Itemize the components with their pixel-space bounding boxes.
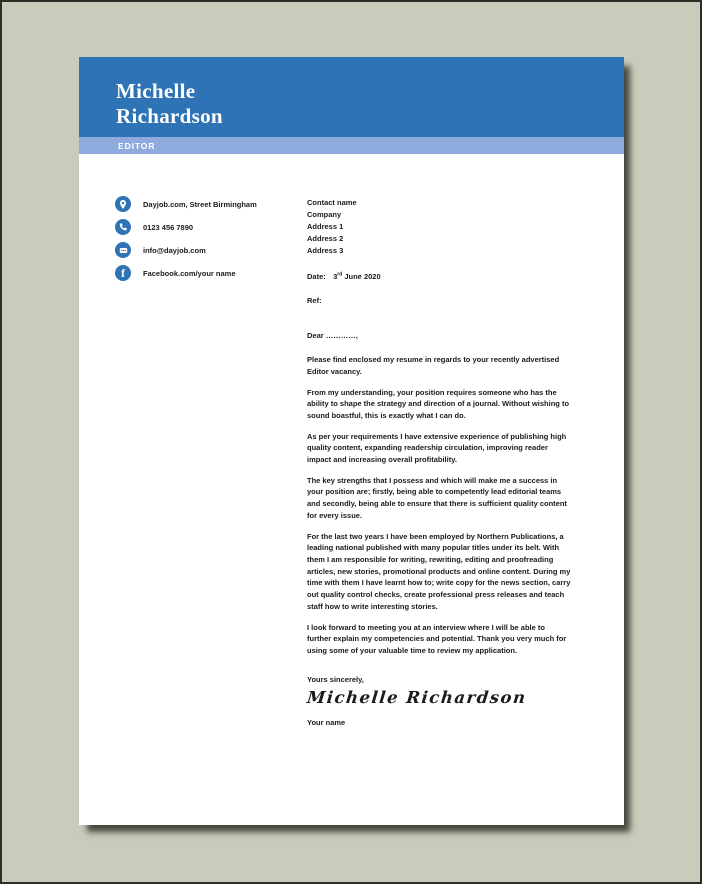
date-ordinal: rd xyxy=(337,271,343,278)
email-icon xyxy=(115,242,131,258)
paragraph-strengths: The key strengths that I possess and which will make me a success in your position are; firstly, being able to competently lead editorial teams and secondly, being able to ensure that there is sufficient quality content for every issue. xyxy=(307,475,567,520)
recipient-contact-name: Contact name xyxy=(307,198,357,207)
candidate-last-name: Richardson xyxy=(116,104,223,128)
contact-facebook-label: Facebook.com/your name xyxy=(143,268,236,278)
date-line xyxy=(307,270,571,283)
candidate-first-name: Michelle xyxy=(116,79,196,103)
salutation: Dear …………, xyxy=(307,331,358,341)
contact-phone-label: 0123 456 7890 xyxy=(143,222,194,232)
paragraph-experience: As per your requirements I have extensive experience of publishing high quality content, expanding readership circulation, improving reader impact and increasing overall profitability. xyxy=(307,431,567,465)
recipient-address-3: Address 3 xyxy=(307,245,344,255)
contact-address-label: Dayjob.com, Street Birmingham xyxy=(143,199,257,209)
cover-letter-page xyxy=(79,57,624,825)
signature-script: Michelle Richardson xyxy=(306,688,528,708)
contact-row-address xyxy=(115,196,257,212)
paragraph-understanding: From my understanding, your position requires someone who has the ability to shape the strategy and direction of a journal. Without wishing to sound boastful, this is exactly what I can do. xyxy=(307,387,570,420)
recipient-block xyxy=(307,197,571,257)
date-value: 3rd June 2020 xyxy=(333,271,381,282)
role-title: EDITOR xyxy=(118,141,156,151)
contact-row-phone xyxy=(115,219,257,235)
closing-line: Yours sincerely, xyxy=(307,674,364,684)
date-label: Date: xyxy=(307,272,326,282)
paragraph-outro: I look forward to meeting you at an interview where I will be able to further explain my competencies and potential. Thank you very much for using some of your valuable time to review my application. xyxy=(307,622,567,655)
letter-body xyxy=(307,197,571,729)
paragraph-intro: Please find enclosed my resume in regards to your recently advertised Editor vacancy. xyxy=(307,355,560,376)
contact-block xyxy=(115,196,257,288)
ref-line: Ref: xyxy=(307,295,322,305)
contact-email-label: info@dayjob.com xyxy=(143,245,206,255)
contact-row-facebook xyxy=(115,265,257,281)
role-band xyxy=(79,137,624,154)
contact-row-email xyxy=(115,242,257,258)
recipient-address-1: Address 1 xyxy=(307,221,344,231)
phone-icon xyxy=(115,219,131,235)
recipient-address-2: Address 2 xyxy=(307,233,344,243)
candidate-name xyxy=(116,79,223,129)
recipient-company: Company xyxy=(307,209,342,219)
facebook-icon: f xyxy=(115,265,131,281)
paragraph-employment: For the last two years I have been employed by Northern Publications, a leading national published with many popular titles under its belt. With them I am responsible for writing, rewriting, editing and proofreading articles, new stories, promotional products and online content. During my time with them I have learnt how to; write copy for the news section, carry out quality control checks, create professional press releases and teach staff how to write interesting stories. xyxy=(307,531,571,611)
location-pin-icon xyxy=(115,196,131,212)
signoff-name: Your name xyxy=(307,718,346,728)
header-banner xyxy=(79,57,624,137)
